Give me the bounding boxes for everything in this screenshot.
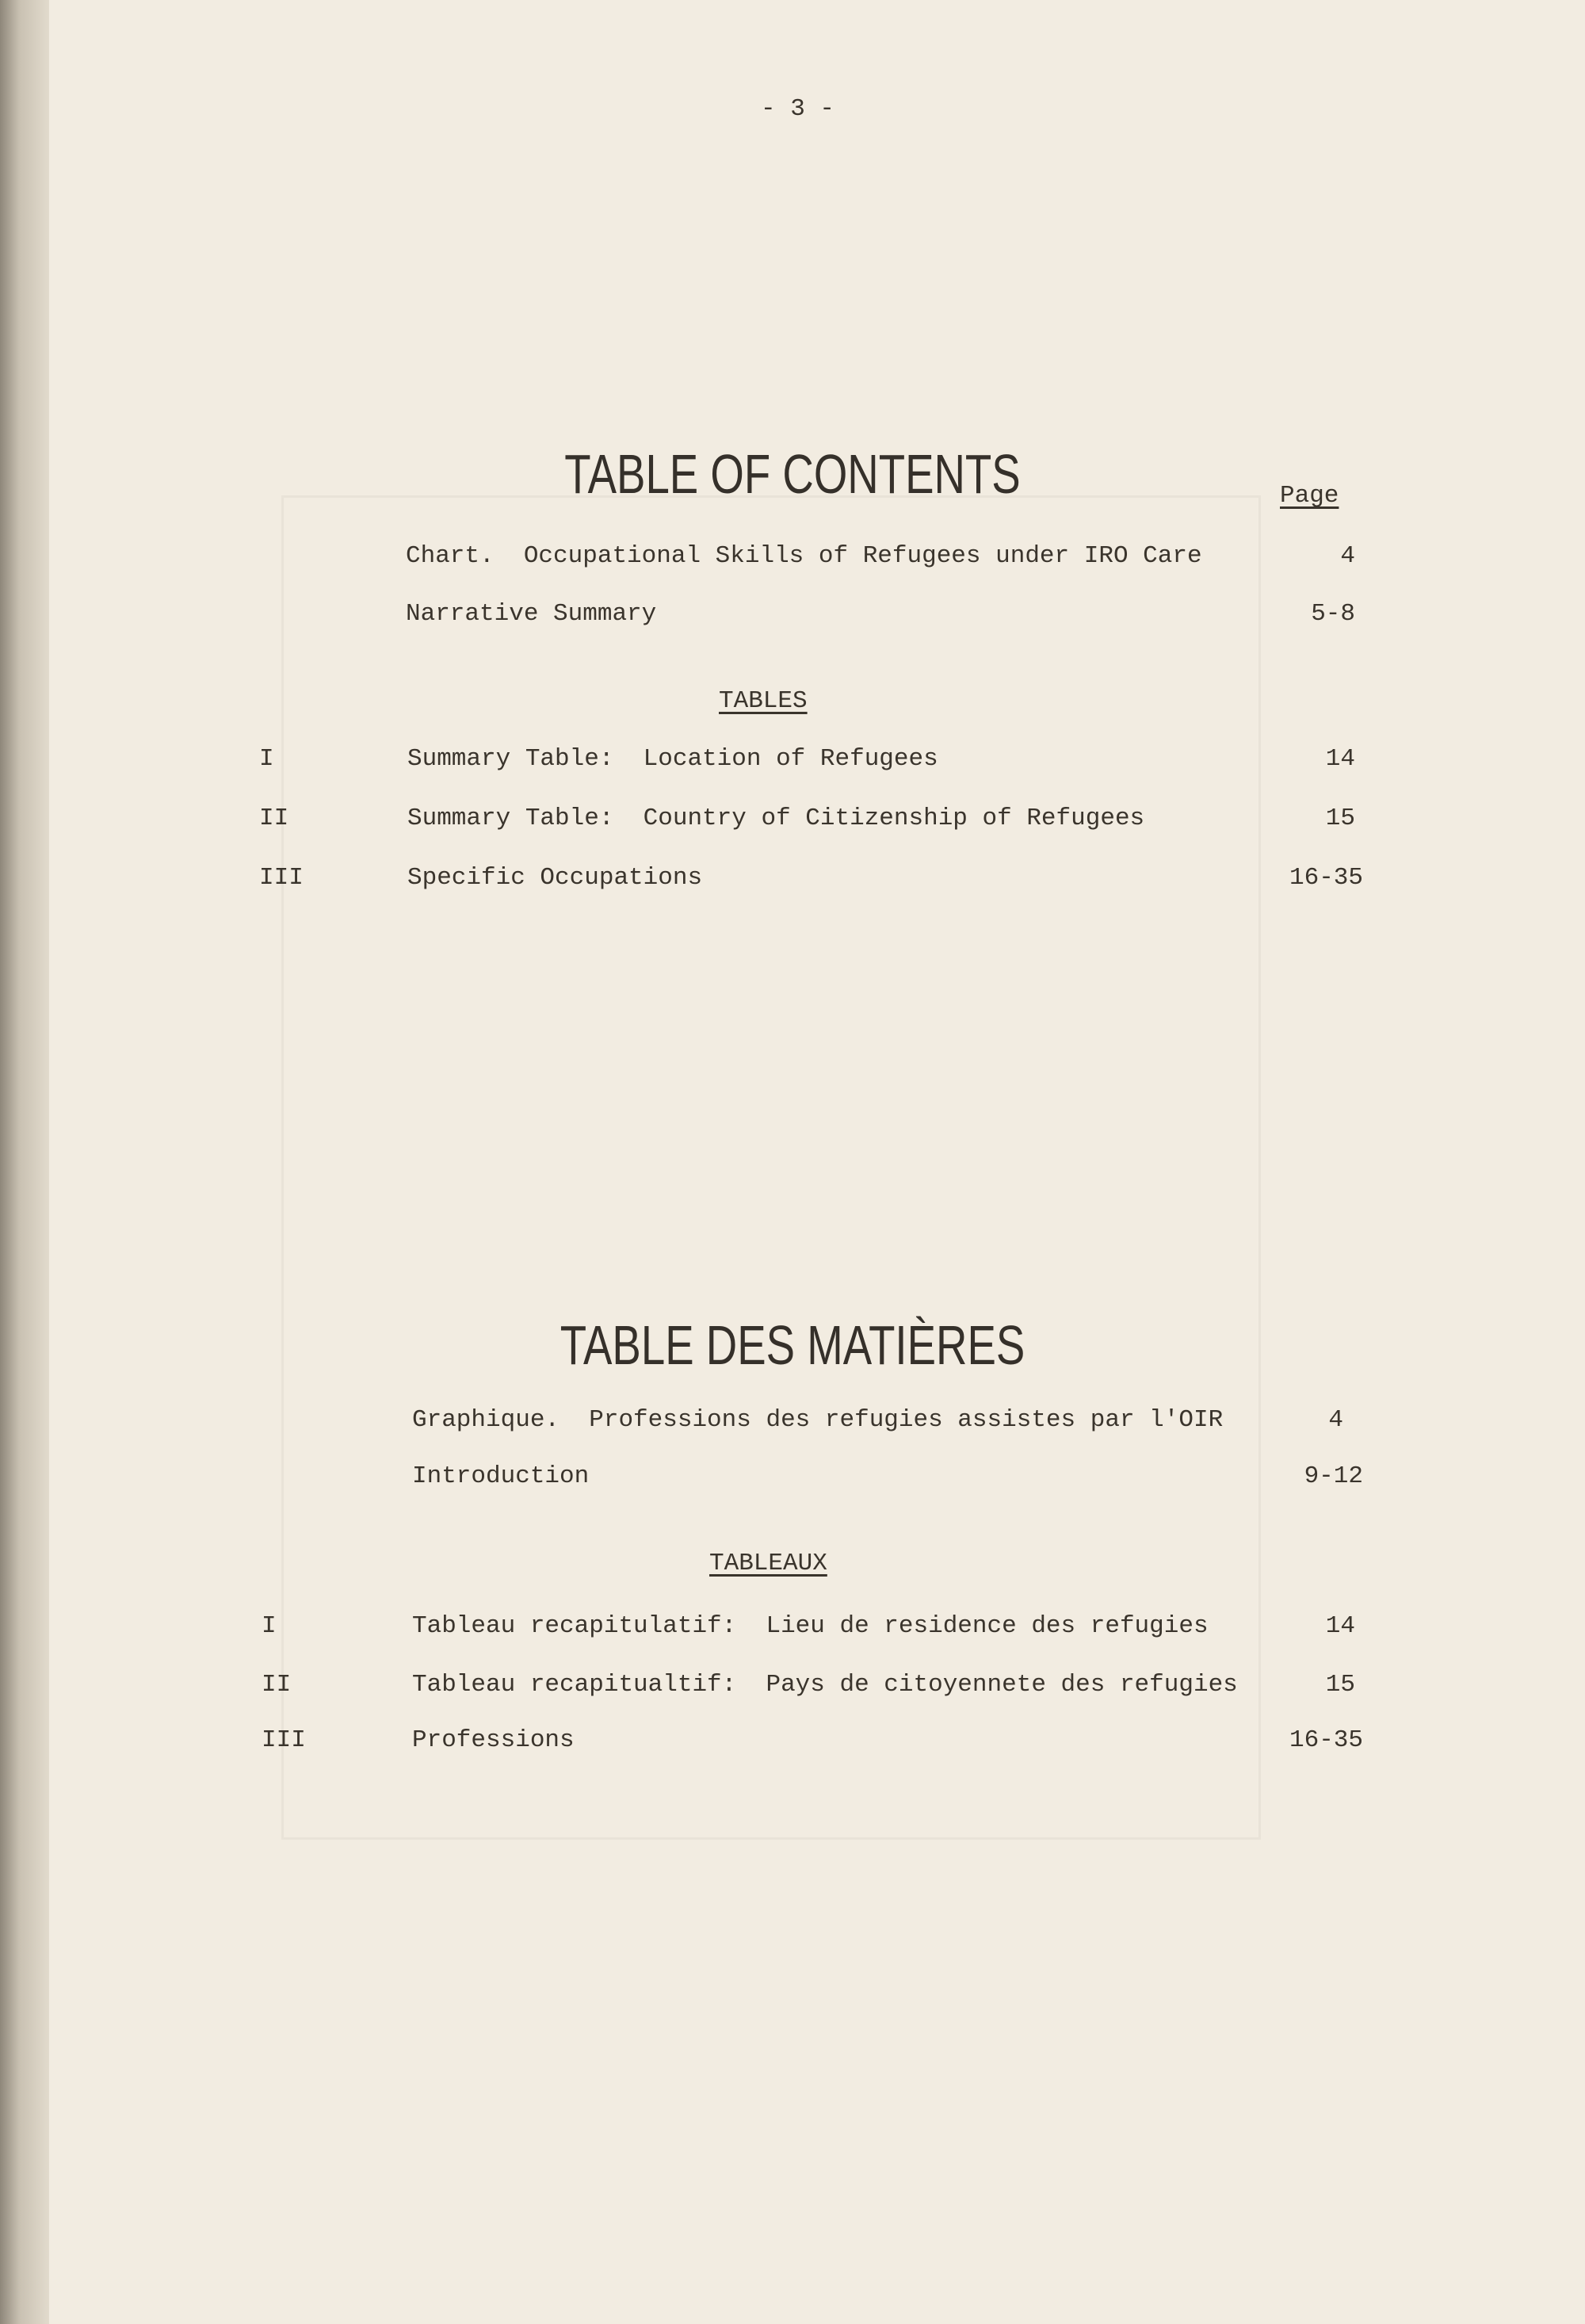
tdm-entry-label: Graphique. Professions des refugies assistes par l'OIR (412, 1406, 1224, 1434)
table-label: Specific Occupations (407, 864, 703, 892)
table-label: Summary Table: Country of Citizenship of Refugees (407, 805, 1145, 832)
tdm-title: TABLE DES MATIÈRES (560, 1314, 1025, 1376)
tableau-numeral: III (262, 1726, 306, 1754)
table-numeral: II (259, 805, 289, 832)
page-number: - 3 - (761, 95, 835, 123)
tableau-numeral: II (262, 1671, 292, 1699)
tableaux-heading: TABLEAUX (709, 1550, 827, 1577)
toc-entry-label: Narrative Summary (406, 600, 657, 628)
tables-heading: TABLES (719, 687, 808, 715)
tableau-page: 15 (1325, 1671, 1355, 1699)
tableau-numeral: I (262, 1612, 277, 1640)
page-column-header: Page (1280, 482, 1339, 510)
toc-title: TABLE OF CONTENTS (564, 443, 1021, 505)
toc-entry-page: 5-8 (1311, 600, 1355, 628)
toc-entry-page: 4 (1340, 542, 1355, 570)
tdm-entry-page: 4 (1328, 1406, 1343, 1434)
book-gutter (0, 0, 49, 2324)
tableau-label: Tableau recapitulatif: Lieu de residence des refugies (412, 1612, 1209, 1640)
tableau-page: 16-35 (1289, 1726, 1363, 1754)
tdm-entry-page: 9-12 (1304, 1462, 1363, 1490)
table-label: Summary Table: Location of Refugees (407, 745, 938, 773)
tableau-page: 14 (1325, 1612, 1355, 1640)
table-page: 16-35 (1289, 864, 1363, 892)
tableau-label: Tableau recapitualtif: Pays de citoyennete des refugies (412, 1671, 1238, 1699)
table-numeral: I (259, 745, 274, 773)
table-page: 14 (1325, 745, 1355, 773)
table-page: 15 (1325, 805, 1355, 832)
tableau-label: Professions (412, 1726, 575, 1754)
toc-entry-label: Chart. Occupational Skills of Refugees under IRO Care (406, 542, 1202, 570)
tdm-entry-label: Introduction (412, 1462, 590, 1490)
table-numeral: III (259, 864, 304, 892)
